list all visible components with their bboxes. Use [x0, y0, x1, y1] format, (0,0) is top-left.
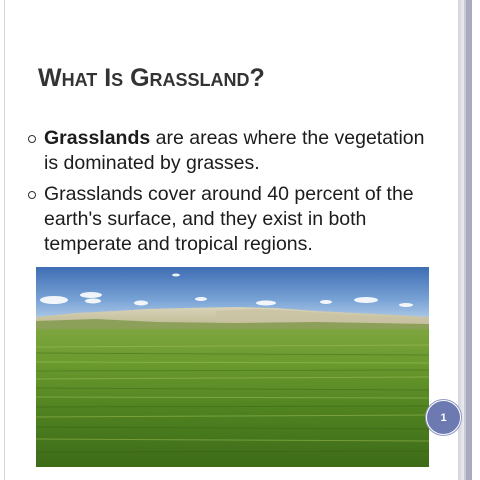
bullet-list: [26, 126, 430, 263]
bullet-circle-icon: [28, 191, 36, 199]
bullet-bold-lead: Grasslands: [44, 127, 151, 149]
bullet-item: [26, 126, 430, 176]
bullet-circle-icon: [28, 135, 36, 143]
slide-title: What Is Grassland?: [38, 64, 265, 92]
bullet-text: Grasslands cover around 40 percent of the earth's surface, and they exist in both temperate and tropical regions.: [44, 183, 414, 255]
page-number-badge: 1: [426, 400, 461, 435]
grassland-photo: [36, 267, 429, 467]
bullet-text: are areas where the vegetation is dominated by grasses.: [44, 127, 425, 174]
right-border-rule: [466, 0, 472, 480]
bullet-item: [26, 182, 430, 257]
left-border-rule: [4, 0, 5, 480]
